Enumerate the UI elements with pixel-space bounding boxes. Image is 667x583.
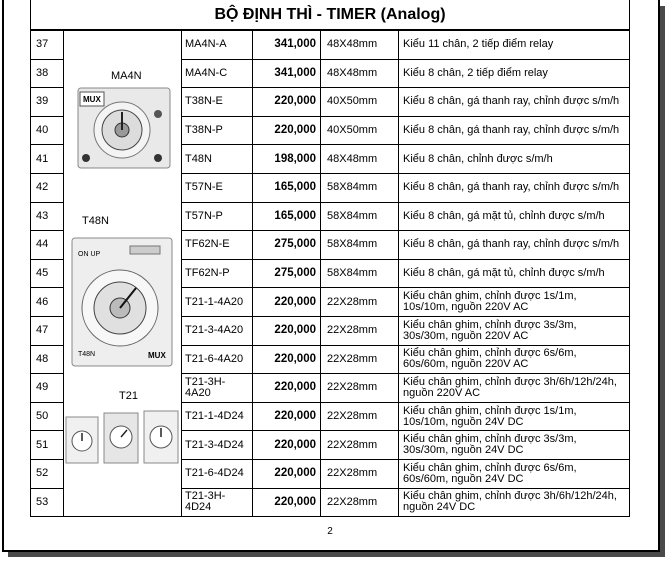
price: 220,000 bbox=[253, 88, 321, 117]
description-line: Kiểu 8 chân, gá thanh ray, chỉnh được s/m/h bbox=[403, 124, 620, 137]
dimensions: 22X28mm bbox=[321, 431, 399, 460]
price: 341,000 bbox=[253, 31, 321, 60]
row-number: 47 bbox=[31, 316, 64, 345]
dimensions: 22X28mm bbox=[321, 488, 399, 517]
dimensions: 58X84mm bbox=[321, 173, 399, 202]
price: 165,000 bbox=[253, 202, 321, 231]
price: 220,000 bbox=[253, 316, 321, 345]
price: 220,000 bbox=[253, 402, 321, 431]
description-line: Kiểu chân ghim, chỉnh được 1s/1m, bbox=[403, 290, 577, 303]
description bbox=[399, 145, 630, 174]
dimensions: 40X50mm bbox=[321, 88, 399, 117]
model-code: MA4N-A bbox=[182, 31, 253, 60]
svg-text:T48N: T48N bbox=[78, 351, 96, 358]
dimensions: 22X28mm bbox=[321, 374, 399, 403]
row-number: 42 bbox=[31, 173, 64, 202]
model-code: T57N-E bbox=[182, 173, 253, 202]
description-line: Kiểu chân ghim, chỉnh được 6s/6m, bbox=[403, 461, 577, 474]
description-line: Kiểu 8 chân, gá mặt tủ, chỉnh được s/m/h bbox=[403, 209, 605, 222]
model-code: T21-3-4D24 bbox=[182, 431, 253, 460]
model-code: T21-3-4A20 bbox=[182, 316, 253, 345]
dimensions: 48X48mm bbox=[321, 59, 399, 88]
price: 220,000 bbox=[253, 116, 321, 145]
description bbox=[399, 431, 630, 460]
description bbox=[399, 59, 630, 88]
label-t21: T21 bbox=[119, 390, 138, 402]
description-line: 10s/10m, nguồn 24V DC bbox=[403, 415, 524, 428]
t48n-timer-image bbox=[70, 236, 174, 368]
row-number: 48 bbox=[31, 345, 64, 374]
description-line: Kiểu 8 chân, gá thanh ray, chỉnh được s/m/h bbox=[403, 95, 620, 108]
row-number: 49 bbox=[31, 374, 64, 403]
model-code: MA4N-C bbox=[182, 59, 253, 88]
dimensions: 22X28mm bbox=[321, 345, 399, 374]
description bbox=[399, 459, 630, 488]
price: 220,000 bbox=[253, 459, 321, 488]
description-line: Kiểu 8 chân, chỉnh được s/m/h bbox=[403, 152, 553, 165]
model-code: T48N bbox=[182, 145, 253, 174]
dimensions: 40X50mm bbox=[321, 116, 399, 145]
row-number: 50 bbox=[31, 402, 64, 431]
dimensions: 58X84mm bbox=[321, 202, 399, 231]
description bbox=[399, 88, 630, 117]
row-number: 45 bbox=[31, 259, 64, 288]
description-line: Kiểu 8 chân, gá thanh ray, chỉnh được s/m/h bbox=[403, 238, 620, 251]
product-image-column bbox=[64, 31, 181, 509]
description-line: Kiểu 8 chân, gá mặt tủ, chỉnh được s/m/h bbox=[403, 267, 605, 280]
model-code: T38N-P bbox=[182, 116, 253, 145]
description-line: Kiểu chân ghim, chỉnh được 1s/1m, bbox=[403, 404, 577, 417]
description-line: Kiểu chân ghim, chỉnh được 6s/6m, bbox=[403, 347, 577, 360]
dimensions: 58X84mm bbox=[321, 231, 399, 260]
row-number: 41 bbox=[31, 145, 64, 174]
description-line: Kiểu chân ghim, chỉnh được 3s/3m, bbox=[403, 318, 577, 331]
page-number: 2 bbox=[327, 526, 333, 537]
page-shadow-right bbox=[660, 6, 665, 556]
label-ma4n: MA4N bbox=[111, 70, 142, 82]
dimensions: 22X28mm bbox=[321, 288, 399, 317]
row-number: 39 bbox=[31, 88, 64, 117]
description-line: nguồn 220V AC bbox=[403, 386, 481, 399]
price: 220,000 bbox=[253, 374, 321, 403]
image-cell bbox=[64, 31, 182, 517]
svg-text:ON UP: ON UP bbox=[78, 251, 101, 258]
description bbox=[399, 116, 630, 145]
row-number: 40 bbox=[31, 116, 64, 145]
model-code: T21-6-4D24 bbox=[182, 459, 253, 488]
row-number: 46 bbox=[31, 288, 64, 317]
description-line: Kiểu chân ghim, chỉnh được 3s/3m, bbox=[403, 433, 577, 446]
model-code: T21-1-4D24 bbox=[182, 402, 253, 431]
price: 198,000 bbox=[253, 145, 321, 174]
description bbox=[399, 374, 630, 403]
dimensions: 48X48mm bbox=[321, 31, 399, 60]
price: 220,000 bbox=[253, 431, 321, 460]
price: 220,000 bbox=[253, 288, 321, 317]
ma4n-timer-image bbox=[76, 86, 172, 170]
dimensions: 58X84mm bbox=[321, 259, 399, 288]
t21-timer-image bbox=[64, 409, 181, 471]
row-number: 43 bbox=[31, 202, 64, 231]
description-line: Kiểu chân ghim, chỉnh được 3h/6h/12h/24h, bbox=[403, 375, 617, 388]
description-line: Kiểu 8 chân, 2 tiếp điểm relay bbox=[403, 66, 548, 79]
price-table bbox=[30, 30, 630, 517]
dimensions: 22X28mm bbox=[321, 402, 399, 431]
dimensions: 22X28mm bbox=[321, 316, 399, 345]
description-line: 60s/60m, nguồn 24V DC bbox=[403, 472, 524, 485]
row-number: 51 bbox=[31, 431, 64, 460]
page-shadow-bottom bbox=[8, 552, 665, 557]
description bbox=[399, 402, 630, 431]
description-line: Kiểu chân ghim, chỉnh được 3h/6h/12h/24h, bbox=[403, 490, 617, 503]
description-line: 30s/30m, nguồn 220V AC bbox=[403, 329, 529, 342]
svg-text:MUX: MUX bbox=[83, 95, 101, 104]
model-code: T21-1-4A20 bbox=[182, 288, 253, 317]
model-code: T38N-E bbox=[182, 88, 253, 117]
model-code: T21-3H-4A20 bbox=[182, 374, 253, 403]
description bbox=[399, 259, 630, 288]
description-line: Kiểu 8 chân, gá thanh ray, chỉnh được s/m/h bbox=[403, 181, 620, 194]
description-line: Kiểu 11 chân, 2 tiếp điểm relay bbox=[403, 38, 554, 51]
price: 275,000 bbox=[253, 259, 321, 288]
dimensions: 22X28mm bbox=[321, 459, 399, 488]
model-code: TF62N-E bbox=[182, 231, 253, 260]
description bbox=[399, 345, 630, 374]
page-title: BỘ ĐỊNH THÌ - TIMER (Analog) bbox=[30, 0, 630, 30]
dimensions: 48X48mm bbox=[321, 145, 399, 174]
model-code: TF62N-P bbox=[182, 259, 253, 288]
table-row bbox=[31, 31, 630, 60]
price: 275,000 bbox=[253, 231, 321, 260]
price: 220,000 bbox=[253, 488, 321, 517]
model-code: T21-6-4A20 bbox=[182, 345, 253, 374]
description bbox=[399, 173, 630, 202]
description bbox=[399, 31, 630, 60]
description bbox=[399, 316, 630, 345]
row-number: 38 bbox=[31, 59, 64, 88]
model-code: T21-3H-4D24 bbox=[182, 488, 253, 517]
price-sheet bbox=[30, 0, 630, 517]
row-number: 44 bbox=[31, 231, 64, 260]
svg-text:MUX: MUX bbox=[148, 351, 166, 360]
row-number: 53 bbox=[31, 488, 64, 517]
page-border-left bbox=[2, 0, 4, 552]
description bbox=[399, 231, 630, 260]
description bbox=[399, 488, 630, 517]
price: 341,000 bbox=[253, 59, 321, 88]
price: 220,000 bbox=[253, 345, 321, 374]
row-number: 52 bbox=[31, 459, 64, 488]
model-code: T57N-P bbox=[182, 202, 253, 231]
label-t48n: T48N bbox=[82, 215, 109, 227]
description bbox=[399, 202, 630, 231]
description bbox=[399, 288, 630, 317]
description-line: 10s/10m, nguồn 220V AC bbox=[403, 301, 529, 314]
row-number: 37 bbox=[31, 31, 64, 60]
description-line: 30s/30m, nguồn 24V DC bbox=[403, 444, 524, 457]
price: 165,000 bbox=[253, 173, 321, 202]
description-line: nguồn 24V DC bbox=[403, 501, 476, 514]
description-line: 60s/60m, nguồn 220V AC bbox=[403, 358, 529, 371]
